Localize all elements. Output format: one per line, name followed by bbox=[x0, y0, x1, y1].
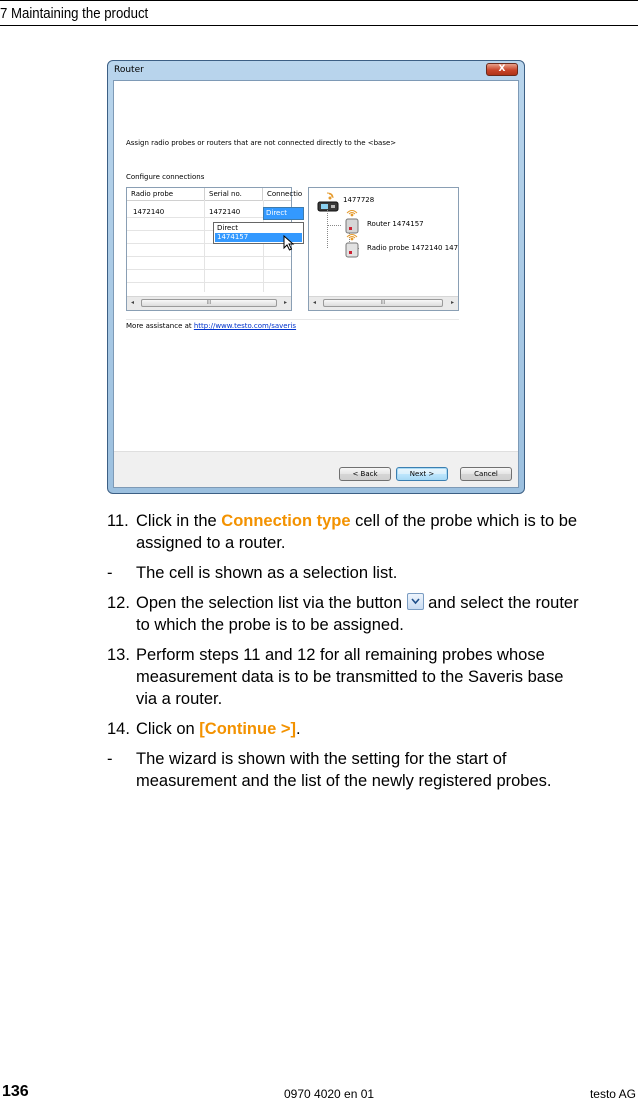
connections-grid[interactable] bbox=[126, 187, 303, 311]
highlight-term: [Continue >] bbox=[199, 720, 296, 738]
section-label: Configure connections bbox=[126, 173, 205, 181]
step-number: 12. bbox=[107, 594, 130, 612]
highlight-term: Connection type bbox=[221, 512, 351, 530]
scroll-right-icon[interactable]: ▸ bbox=[450, 300, 454, 306]
step-text-part: and select the router bbox=[423, 594, 579, 612]
router-dialog-window bbox=[107, 60, 525, 494]
result-text: The cell is shown as a selection list. bbox=[136, 564, 398, 582]
step-text-part: cell of the probe which is to be bbox=[350, 512, 578, 530]
tree-node-probe[interactable]: Radio probe 1472140 147 bbox=[367, 244, 459, 252]
step-text-part: . bbox=[295, 720, 301, 738]
cell-radio-probe[interactable]: 1472140 bbox=[133, 208, 165, 216]
step-text: assigned to a router. bbox=[136, 534, 286, 552]
assistance-panel bbox=[126, 319, 459, 350]
button-bar bbox=[114, 451, 518, 487]
step-text bbox=[136, 718, 301, 740]
next-button[interactable]: Next > bbox=[396, 467, 448, 481]
result-dash: - bbox=[107, 564, 113, 582]
radio-probe-icon bbox=[341, 234, 363, 258]
step-text-part: Click on bbox=[136, 720, 200, 738]
instruction-text: Assign radio probes or routers that are not connected directly to the <base> bbox=[126, 139, 397, 147]
tree-connector bbox=[327, 225, 341, 226]
dropdown-option-router[interactable]: 1474157 bbox=[215, 233, 302, 242]
dropdown-arrow-icon bbox=[407, 593, 424, 610]
dropdown-option-direct[interactable]: Direct bbox=[217, 224, 238, 232]
scroll-left-icon[interactable]: ◂ bbox=[131, 300, 135, 306]
tree-horizontal-scrollbar[interactable] bbox=[309, 296, 458, 310]
dialog-title: Router bbox=[114, 65, 144, 75]
step-number: 13. bbox=[107, 646, 130, 664]
grid-horizontal-scrollbar[interactable] bbox=[127, 296, 291, 310]
grid-divider bbox=[127, 269, 291, 270]
page-header bbox=[0, 0, 638, 26]
step-number: 11. bbox=[107, 512, 129, 530]
grid-header bbox=[127, 188, 303, 201]
column-header-connection[interactable]: Connectio bbox=[267, 190, 303, 198]
cell-serial-no[interactable]: 1472140 bbox=[209, 208, 241, 216]
base-station-icon bbox=[315, 192, 341, 214]
tree-node-router[interactable]: Router 1474157 bbox=[367, 220, 424, 228]
scroll-left-icon[interactable]: ◂ bbox=[313, 300, 317, 306]
assistance-link[interactable]: http://www.testo.com/saveris bbox=[193, 322, 297, 330]
step-text: via a router. bbox=[136, 690, 223, 708]
scroll-thumb[interactable]: III bbox=[141, 299, 277, 307]
scroll-thumb[interactable]: III bbox=[323, 299, 443, 307]
chapter-title: 7 Maintaining the product bbox=[0, 5, 149, 22]
tree-node-base[interactable]: 1477728 bbox=[343, 196, 375, 204]
assistance-prefix: More assistance at bbox=[126, 322, 194, 330]
connection-type-combo[interactable]: Direct bbox=[263, 207, 304, 220]
result-dash: - bbox=[107, 750, 113, 768]
company-name: testo AG bbox=[589, 1087, 636, 1101]
step-text: Perform steps 11 and 12 for all remaining probes whose bbox=[136, 646, 545, 664]
grid-divider bbox=[127, 256, 291, 257]
back-button[interactable]: < Back bbox=[339, 467, 391, 481]
mouse-cursor-icon bbox=[283, 235, 295, 251]
column-header-radio-probe[interactable]: Radio probe bbox=[127, 188, 205, 200]
step-text-part: Open the selection list via the button bbox=[136, 594, 407, 612]
scroll-right-icon[interactable]: ▸ bbox=[283, 300, 287, 306]
assistance-text bbox=[126, 322, 296, 330]
tree-connector bbox=[327, 210, 328, 248]
device-tree[interactable] bbox=[308, 187, 459, 311]
step-number: 14. bbox=[107, 720, 130, 738]
cancel-button[interactable]: Cancel bbox=[460, 467, 512, 481]
close-button[interactable] bbox=[486, 63, 518, 76]
dialog-client-area bbox=[113, 80, 519, 488]
step-text bbox=[136, 510, 577, 532]
document-code: 0970 4020 en 01 bbox=[284, 1087, 375, 1101]
close-icon: X bbox=[498, 64, 506, 74]
page-number: 136 bbox=[2, 1083, 29, 1100]
step-text-part: Click in the bbox=[136, 512, 222, 530]
grid-divider bbox=[204, 200, 205, 292]
step-text: measurement data is to be transmitted to the Saveris base bbox=[136, 668, 564, 686]
result-text: The wizard is shown with the setting for the start of bbox=[136, 750, 507, 768]
step-text: to which the probe is to be assigned. bbox=[136, 616, 404, 634]
grid-divider bbox=[127, 282, 291, 283]
router-icon bbox=[341, 210, 363, 234]
result-text: measurement and the list of the newly registered probes. bbox=[136, 772, 552, 790]
column-header-serial-no[interactable]: Serial no. bbox=[205, 188, 263, 200]
step-text bbox=[136, 592, 579, 614]
